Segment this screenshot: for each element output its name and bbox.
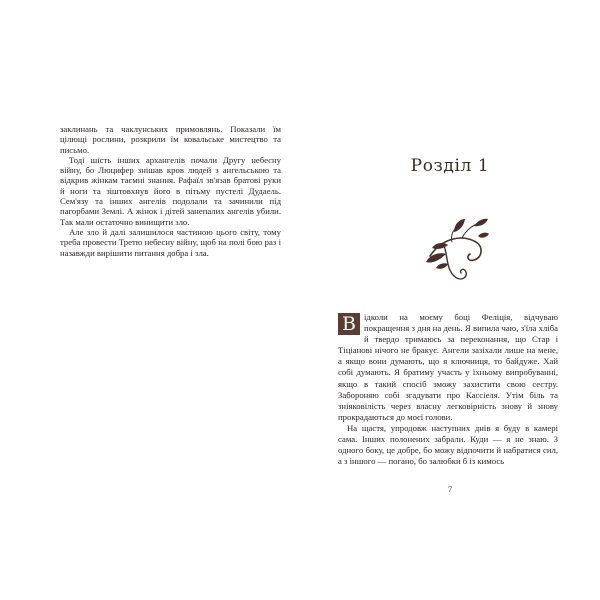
chapter-text [338,312,558,467]
chapter-paragraph-1 [338,312,558,423]
chapter-paragraph-2: На щастя, упродовж наступних днів я буду в камері сама. Інших полонених забрали. Куди — я не знаю. З одного боку, це добре, бо можу відпочити й набратися сил, а з іншого — погано, бо залюбки б із кимось [338,422,558,467]
chapter-paragraph-1-text: ідколи на моєму боці Феліція, відчуваю покращення з дня на день. Я випила чаю, з'їла хліба й твердо тримаюсь за переконання, що Стар і Тіціанові нічого не бракує. Ангели зазіхали лише на мене, а якщо вони думають, що я ключниця, то байдуже. Хай собі думають. Я братиму участь у їхньому випробуванні, якщо в такий спосіб зможу захистити свою сестру. Забороняю собі згадувати про Кассіеля. Утім біль та зніяковілість через власну легковірність знову й знову прокрадаються до моєї голови. [338,312,558,422]
drop-cap: В [338,313,360,335]
right-page [300,0,600,600]
left-paragraph-1: заклинань та чаклунських примовлянь. Показали їм цілющі рослини, розкрили їм ковальське мистецтво та письмо. [60,124,281,155]
vine-flourish-ornament-icon [424,212,490,282]
chapter-title: Розділ 1 [410,156,490,176]
page-number: 7 [447,484,453,494]
left-paragraph-3: Але зло й далі залишилося частиною цього світу, тому треба провести Третю небесну війну, щоб на полі бою раз і назавжди вирішити питання добра і зла. [60,226,281,258]
left-paragraph-2: Тоді шість інших архангелів почали Другу небесну війну, бо Люцифер знішав кров людей з ангельською та відкрив жінкам таємні знання. Рафаїл зв'язав братові руки й ноги та зіштовхнув його в пітьму пустелі Дудаель. Сем'язу та інших ангелів подолали та зачинили під пагорбами Землі. А жінок і дітей занепалих ангелів убили. Так мали остаточно винищити зло. [60,154,281,227]
left-page-text [60,124,281,258]
